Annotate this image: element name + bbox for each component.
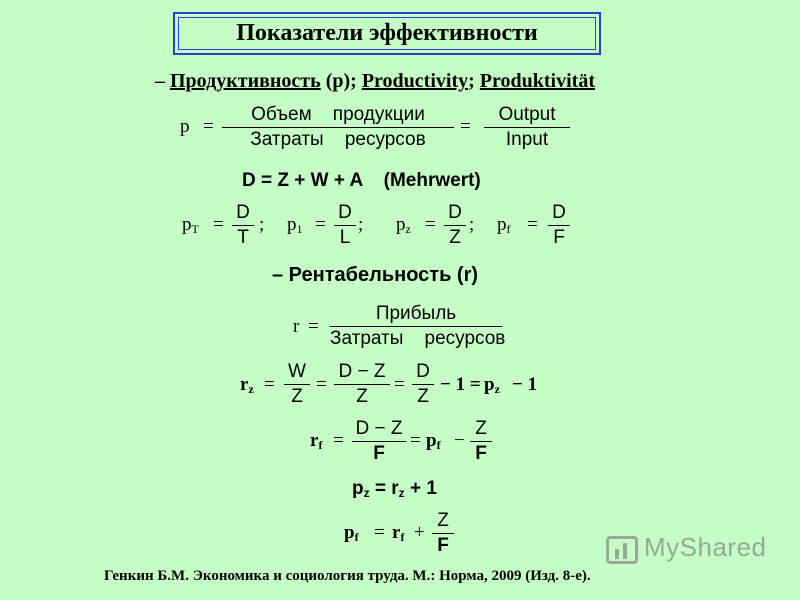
page-title: Показатели эффективности <box>236 20 538 46</box>
fraction: Z F <box>432 510 454 557</box>
title-box <box>173 12 601 55</box>
separator: ; <box>469 214 475 235</box>
formula-tail: − 1 = <box>440 374 481 395</box>
formula-tail-end: − 1 <box>512 374 538 395</box>
term-en: Productivity <box>361 70 469 92</box>
relation-formula: $p_z = r_z + 1$ <box>352 478 437 500</box>
fraction: D − Z F <box>352 418 406 465</box>
formula-lhs: r <box>293 316 300 337</box>
formula-r: $r_f$ <box>392 522 405 544</box>
equals-sign: = <box>410 430 421 451</box>
formula-lhs: $p_T$ <box>182 214 199 236</box>
fraction: D − Z Z <box>334 361 390 408</box>
formula-lhs: $p_1$ <box>287 214 303 236</box>
dash: – <box>155 70 165 92</box>
separator: ; <box>358 214 364 235</box>
equals-sign: = <box>264 374 275 395</box>
equals-sign: = <box>316 374 327 395</box>
fraction-bar <box>484 127 570 128</box>
fraction: Прибыль Затраты ресурсов <box>330 303 506 349</box>
denominator: Input <box>505 129 549 150</box>
term-sep: ; <box>468 70 475 92</box>
equals-sign: = <box>333 430 344 451</box>
equals-sign: = <box>460 116 471 137</box>
formula-lhs: $r_z$ <box>240 374 254 396</box>
numerator: Output <box>498 104 556 125</box>
formula-p: $p_f$ <box>426 430 441 452</box>
citation: Генкин Б.М. Экономика и социология труда. М.: Норма, 2009 (Изд. 8-е). <box>104 568 591 584</box>
chart-icon <box>606 536 638 564</box>
formula-lhs: $p_f$ <box>497 214 511 236</box>
equals-sign: = <box>213 214 224 235</box>
fraction-bar <box>222 127 454 128</box>
equals-sign: = <box>425 214 436 235</box>
fraction: D Z <box>412 361 434 408</box>
fraction: D F <box>548 202 570 249</box>
denominator: Затраты ресурсов <box>250 129 426 150</box>
productivity-line <box>155 70 595 93</box>
profitability-heading: – Рентабельность (r) <box>272 264 479 286</box>
separator: ; <box>259 214 265 235</box>
plus-sign: + <box>414 522 425 543</box>
fraction: Z F <box>470 418 492 465</box>
minus-sign: − <box>454 430 465 451</box>
equals-sign: = <box>315 214 326 235</box>
mehrwert-formula: D = Z + W + A (Mehrwert) <box>242 170 481 191</box>
equals-sign: = <box>394 374 405 395</box>
term-de: Produktivität <box>479 70 595 92</box>
equals-sign: = <box>308 316 319 337</box>
equals-sign: = <box>527 214 538 235</box>
fraction: D Z <box>444 202 466 249</box>
formula-p: $p_z$ <box>484 374 500 396</box>
fraction: D T <box>232 202 254 249</box>
watermark: MyShared <box>644 532 767 562</box>
formula-lhs: p <box>180 116 190 137</box>
fraction <box>484 104 570 151</box>
fraction: D L <box>334 202 356 249</box>
term-ru: Продуктивность <box>170 70 321 92</box>
equals-sign: = <box>374 522 385 543</box>
formula-p: $p_f$ <box>344 522 359 544</box>
numerator: Объем продукции <box>251 104 425 125</box>
fraction <box>222 104 454 151</box>
formula-lhs: $r_f$ <box>310 430 323 452</box>
formula-lhs: $p_z$ <box>396 214 411 236</box>
term-symbol: (p); <box>325 70 357 92</box>
fraction: W Z <box>284 361 310 408</box>
equals-sign: = <box>203 116 214 137</box>
